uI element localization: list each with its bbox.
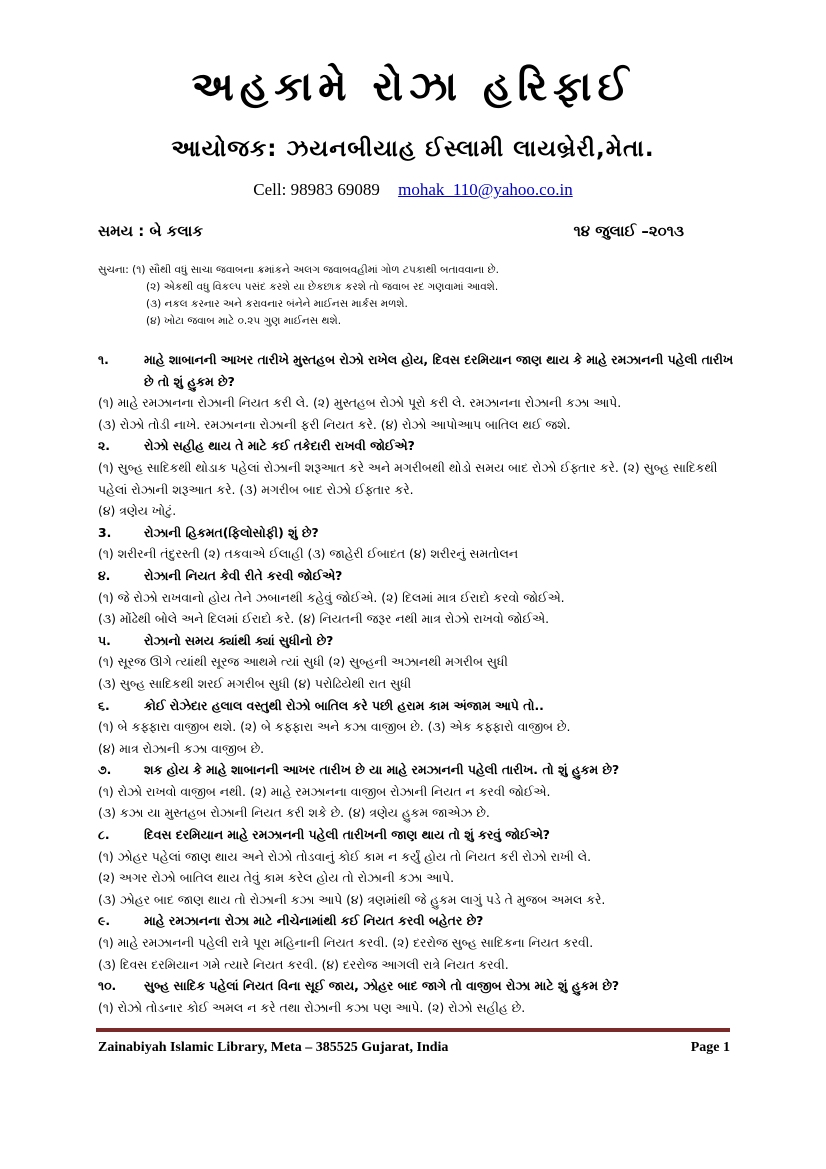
instructions-block <box>98 262 738 330</box>
answer-options: (૧) જે રોઝો રાખવાનો હોય તેને ઝબાનથી કહેવું જોઈએ. (૨) દિલમાં માત્ર ઈરાદો કરવો જોઈએ. <box>98 589 565 605</box>
question-number: ૨. <box>98 438 110 454</box>
question-text: માહે રમઝાનના રોઝા માટે નીચેનામાંથી કઈ નિયત કરવી બહેતર છે? <box>144 913 484 929</box>
question-item <box>98 435 738 521</box>
question-number: ૧. <box>98 352 109 367</box>
answer-options: (૧) સૂરજ ઊગે ત્યાંથી સૂરજ આથમે ત્યાં સુધી (૨) સુબ્હની અઝાનથી મગરીબ સુધી <box>98 654 508 670</box>
answer-options: (૩) ઝોહર બાદ જાણ થાય તો રોઝાની કઝા આપે (૪) ત્રણમાંથી જે હુકમ લાગું પડે તે મુજબ અમલ કરે. <box>98 891 606 907</box>
question-item <box>98 695 738 760</box>
page-title: અહકામે રોઝા હરિફાઈ <box>191 64 635 110</box>
question-item <box>98 349 738 435</box>
question-heading <box>98 565 738 587</box>
answer-options: (૪) માત્ર રોઝાની કઝા વાજીબ છે. <box>98 740 265 756</box>
question-number: 3. <box>98 524 112 540</box>
question-item <box>98 565 738 630</box>
page-footer <box>98 1040 730 1056</box>
question-item <box>98 824 738 910</box>
exam-meta <box>98 222 684 240</box>
organizer-line: આયોજક: ઝયનબીયાહ ઈસ્લામી લાયબ્રેરી,મેતા. <box>171 136 655 162</box>
answer-options: (૩) રોઝો તોડી નાખે. રમઝાનના રોઝાની ફરી નિયત કરે. (૪) રોઝો આપોઆપ બાતિલ થઈ જશે. <box>98 416 571 432</box>
question-text: રોઝાની નિયત કેવી રીતે કરવી જોઈએ? <box>144 567 343 583</box>
question-heading <box>98 349 738 392</box>
question-text: માહે શાબાનની આખર તારીખે મુસ્તહબ રોઝો રાખેલ હોય, દિવસ દરમિયાન જાણ થાય કે માહે રમઝાનની પહેલી તારીખ છે તો શું હુકમ છે? <box>144 352 734 389</box>
question-number: ૯. <box>98 913 111 929</box>
answer-options: (૧) રોઝો તોડનાર કોઈ અમલ ન કરે તથા રોઝાની કઝા પણ આપે. (૨) રોઝો સહીહ છે. <box>98 999 526 1015</box>
email-link[interactable]: mohak_110@yahoo.co.in <box>398 180 573 199</box>
answer-options: (૧) માહે રમઝાનના રોઝાની નિયત કરી લે. (૨) મુસ્તહબ રોઝો પૂરો કરી લે. રમઝાનના રોઝાની કઝા આપે. <box>98 395 622 411</box>
answer-options: (૧) બે કફ્ફારા વાજીબ થશે. (૨) બે કફ્ફારા અને કઝા વાજીબ છે. (૩) એક કફ્ફારો વાજીબ છે. <box>98 719 571 735</box>
answer-options: (૩) કઝા યા મુસ્તહબ રોઝાની નિયત કરી શકે છે. (૪) ત્રણેય હુકમ જાએઝ છે. <box>98 805 490 821</box>
instruction-line: (૪) ખોટા જવાબ માટે ૦.૨૫ ગુણ માઈનસ થશે. <box>146 315 342 327</box>
question-item <box>98 630 738 695</box>
answer-options: (૪) ત્રણેય ખોટું. <box>98 503 177 519</box>
question-heading <box>98 630 738 652</box>
question-heading <box>98 910 738 932</box>
question-heading <box>98 824 738 846</box>
question-text: કોઈ રોઝેદાર હલાલ વસ્તુથી રોઝો બાતિલ કરે પછી હરામ કામ અંજામ આપે તો.. <box>144 697 544 713</box>
question-number: ૬. <box>98 697 110 713</box>
contact-line <box>0 180 826 200</box>
answer-options: (૧) શરીરની તંદુરસ્તી (૨) તકવાએ ઈલાહી (૩) જાહેરી ઈબાદત (૪) શરીરનું સમતોલન <box>98 546 519 562</box>
questions-list <box>98 349 738 1018</box>
question-number: ૮. <box>98 827 110 843</box>
answer-options: (૧) માહે રમઝાનની પહેલી રાત્રે પૂરા મહિનાની નિયત કરવી. (૨) દરરોજ સુબ્હ સાદિકના નિયત કરવી. <box>98 935 594 951</box>
exam-date: ૧૪ જુલાઈ –૨૦૧૩ <box>573 222 684 240</box>
exam-duration: સમય : બે કલાક <box>98 222 203 240</box>
answer-options: (૩) મોંઢેથી બોલે અને દિલમાં ઈરાદો કરે. (૪) નિયતની જરૂર નથી માત્ર રોઝો રાખવો જોઈએ. <box>98 611 550 627</box>
question-heading <box>98 522 738 544</box>
question-text: રોઝો સહીહ થાય તે માટે કઈ તકેદારી રાખવી જોઈએ? <box>144 438 415 454</box>
question-heading <box>98 975 738 997</box>
question-item <box>98 975 738 1018</box>
instruction-line: (૩) નકલ કરનાર અને કરાવનાર બંનેને માઈનસ માર્કસ મળશે. <box>146 298 408 310</box>
question-item <box>98 522 738 565</box>
question-item <box>98 910 738 975</box>
question-heading <box>98 435 738 457</box>
answer-options: (૧) રોઝો રાખવો વાજીબ નથી. (૨) માહે રમઝાનના વાજીબ રોઝાની નિયત ન કરવી જોઈએ. <box>98 783 551 799</box>
cell-number: Cell: 98983 69089 <box>253 180 380 199</box>
question-number: ૪. <box>98 567 111 583</box>
question-number: ૧૦. <box>98 978 117 994</box>
answer-options: (૩) દિવસ દરમિયાન ગમે ત્યારે નિયત કરવી. (૪) દરરોજ આગલી રાત્રે નિયત કરવી. <box>98 956 509 972</box>
answer-options: (૧) ઝોહર પહેલાં જાણ થાય અને રોઝો તોડવાનું કોઈ કામ ન કર્યું હોય તો નિયત કરી રોઝો રાખી લે. <box>98 848 592 864</box>
instruction-line: (૨) એકથી વધુ વિકલ્પ પસંદ કરશે યા છેકછાક કરશે તો જવાબ રદ ગણવામાં આવશે. <box>146 281 499 293</box>
instruction-line: સુચના: (૧) સૌથી વધું સાચા જવાબના ક્રમાંકને અલગ જવાબવહીમાં ગોળ ટપકાથી બતાવવાના છે. <box>98 264 499 276</box>
answer-options: (૧) સુબ્હ સાદિકથી થોડાક પહેલાં રોઝાની શરૂઆત કરે અને મગરીબથી થોડો સમય બાદ રોઝો ઈફ્તાર કરે. (૨) સુબ્હ સાદિકથી પહેલાં રોઝાની શરૂઆત કરે. (૩) મગરીબ બાદ રોઝો ઈફ્તાર કરે. <box>98 459 718 497</box>
question-text: દિવસ દરમિયાન માહે રમઝાનની પહેલી તારીખની જાણ થાય તો શું કરવું જોઈએ? <box>144 827 550 843</box>
question-text: શક હોય કે માહે શાબાનની આખર તારીખ છે યા માહે રમઝાનની પહેલી તારીખ. તો શું હુકમ છે? <box>144 762 620 778</box>
question-item <box>98 759 738 824</box>
question-number: ૫. <box>98 632 111 648</box>
footer-library: Zainabiyah Islamic Library, Meta – 385525 Gujarat, India <box>98 1040 449 1055</box>
answer-options: (૨) અગર રોઝો બાતિલ થાય તેવું કામ કરેલ હોય તો રોઝાની કઝા આપે. <box>98 870 455 886</box>
answer-options: (૩) સુબ્હ સાદિકથી શરઈ મગરીબ સુધી (૪) પરોઢિયેથી રાત સુધી <box>98 675 412 691</box>
question-heading <box>98 695 738 717</box>
page-number: Page 1 <box>690 1040 730 1055</box>
question-text: રોઝાનો સમય ક્યાંથી ક્યાં સુધીનો છે? <box>144 632 334 648</box>
question-text: રોઝાની હિકમત(ફિલોસોફી) શું છે? <box>144 524 319 540</box>
question-heading <box>98 759 738 781</box>
question-number: ૭. <box>98 762 112 778</box>
footer-divider <box>96 1028 730 1032</box>
question-text: સુબ્હ સાદિક પહેલાં નિયત વિના સૂઈ જાય, ઝોહર બાદ જાગે તો વાજીબ રોઝા માટે શું હુકમ છે? <box>144 978 620 994</box>
